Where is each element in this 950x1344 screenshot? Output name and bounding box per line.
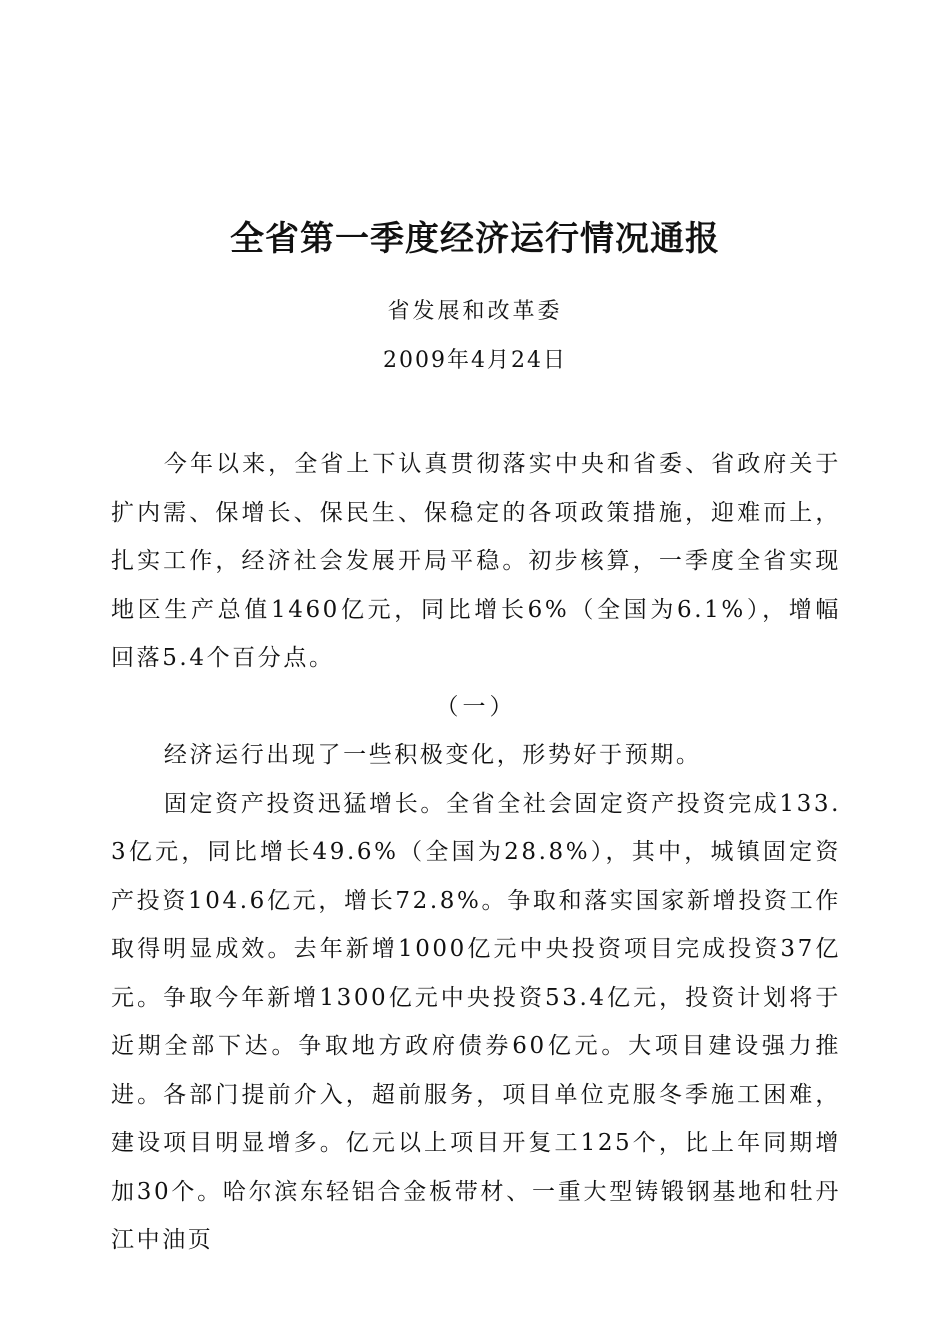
paragraph-investment: 固定资产投资迅猛增长。全省全社会固定资产投资完成133.3亿元，同比增长49.6%（全国为28.8%），其中，城镇固定资产投资104.6亿元，增长72.8%。争取和落实国家新增投资工作取得明显成效。去年新增1000亿元中央投资项目完成投资37亿元。争取今年新增1300亿元中央投资53.4亿元，投资计划将于近期全部下达。争取地方政府债券60亿元。大项目建设强力推进。各部门提前介入，超前服务，项目单位克服冬季施工困难，建设项目明显增多。亿元以上项目开复工125个，比上年同期增加30个。哈尔滨东轻铝合金板带材、一重大型铸锻钢基地和牡丹江中油页	[111, 790, 841, 1253]
paragraph-intro: 今年以来，全省上下认真贯彻落实中央和省委、省政府关于扩内需、保增长、保民生、保稳定的各项政策措施，迎难而上，扎实工作，经济社会发展开局平稳。初步核算，一季度全省实现地区生产总值1460亿元，同比增长6%（全国为6.1%），增幅回落5.4个百分点。	[111, 451, 841, 671]
document-title: 全省第一季度经济运行情况通报	[230, 219, 720, 259]
paragraph-summary: 经济运行出现了一些积极变化，形势好于预期。	[163, 742, 702, 768]
section-marker: （一）	[435, 693, 517, 720]
document-body	[111, 440, 841, 1265]
document-author: 省发展和改革委	[387, 299, 563, 324]
document-date: 2009年4月24日	[383, 348, 567, 373]
